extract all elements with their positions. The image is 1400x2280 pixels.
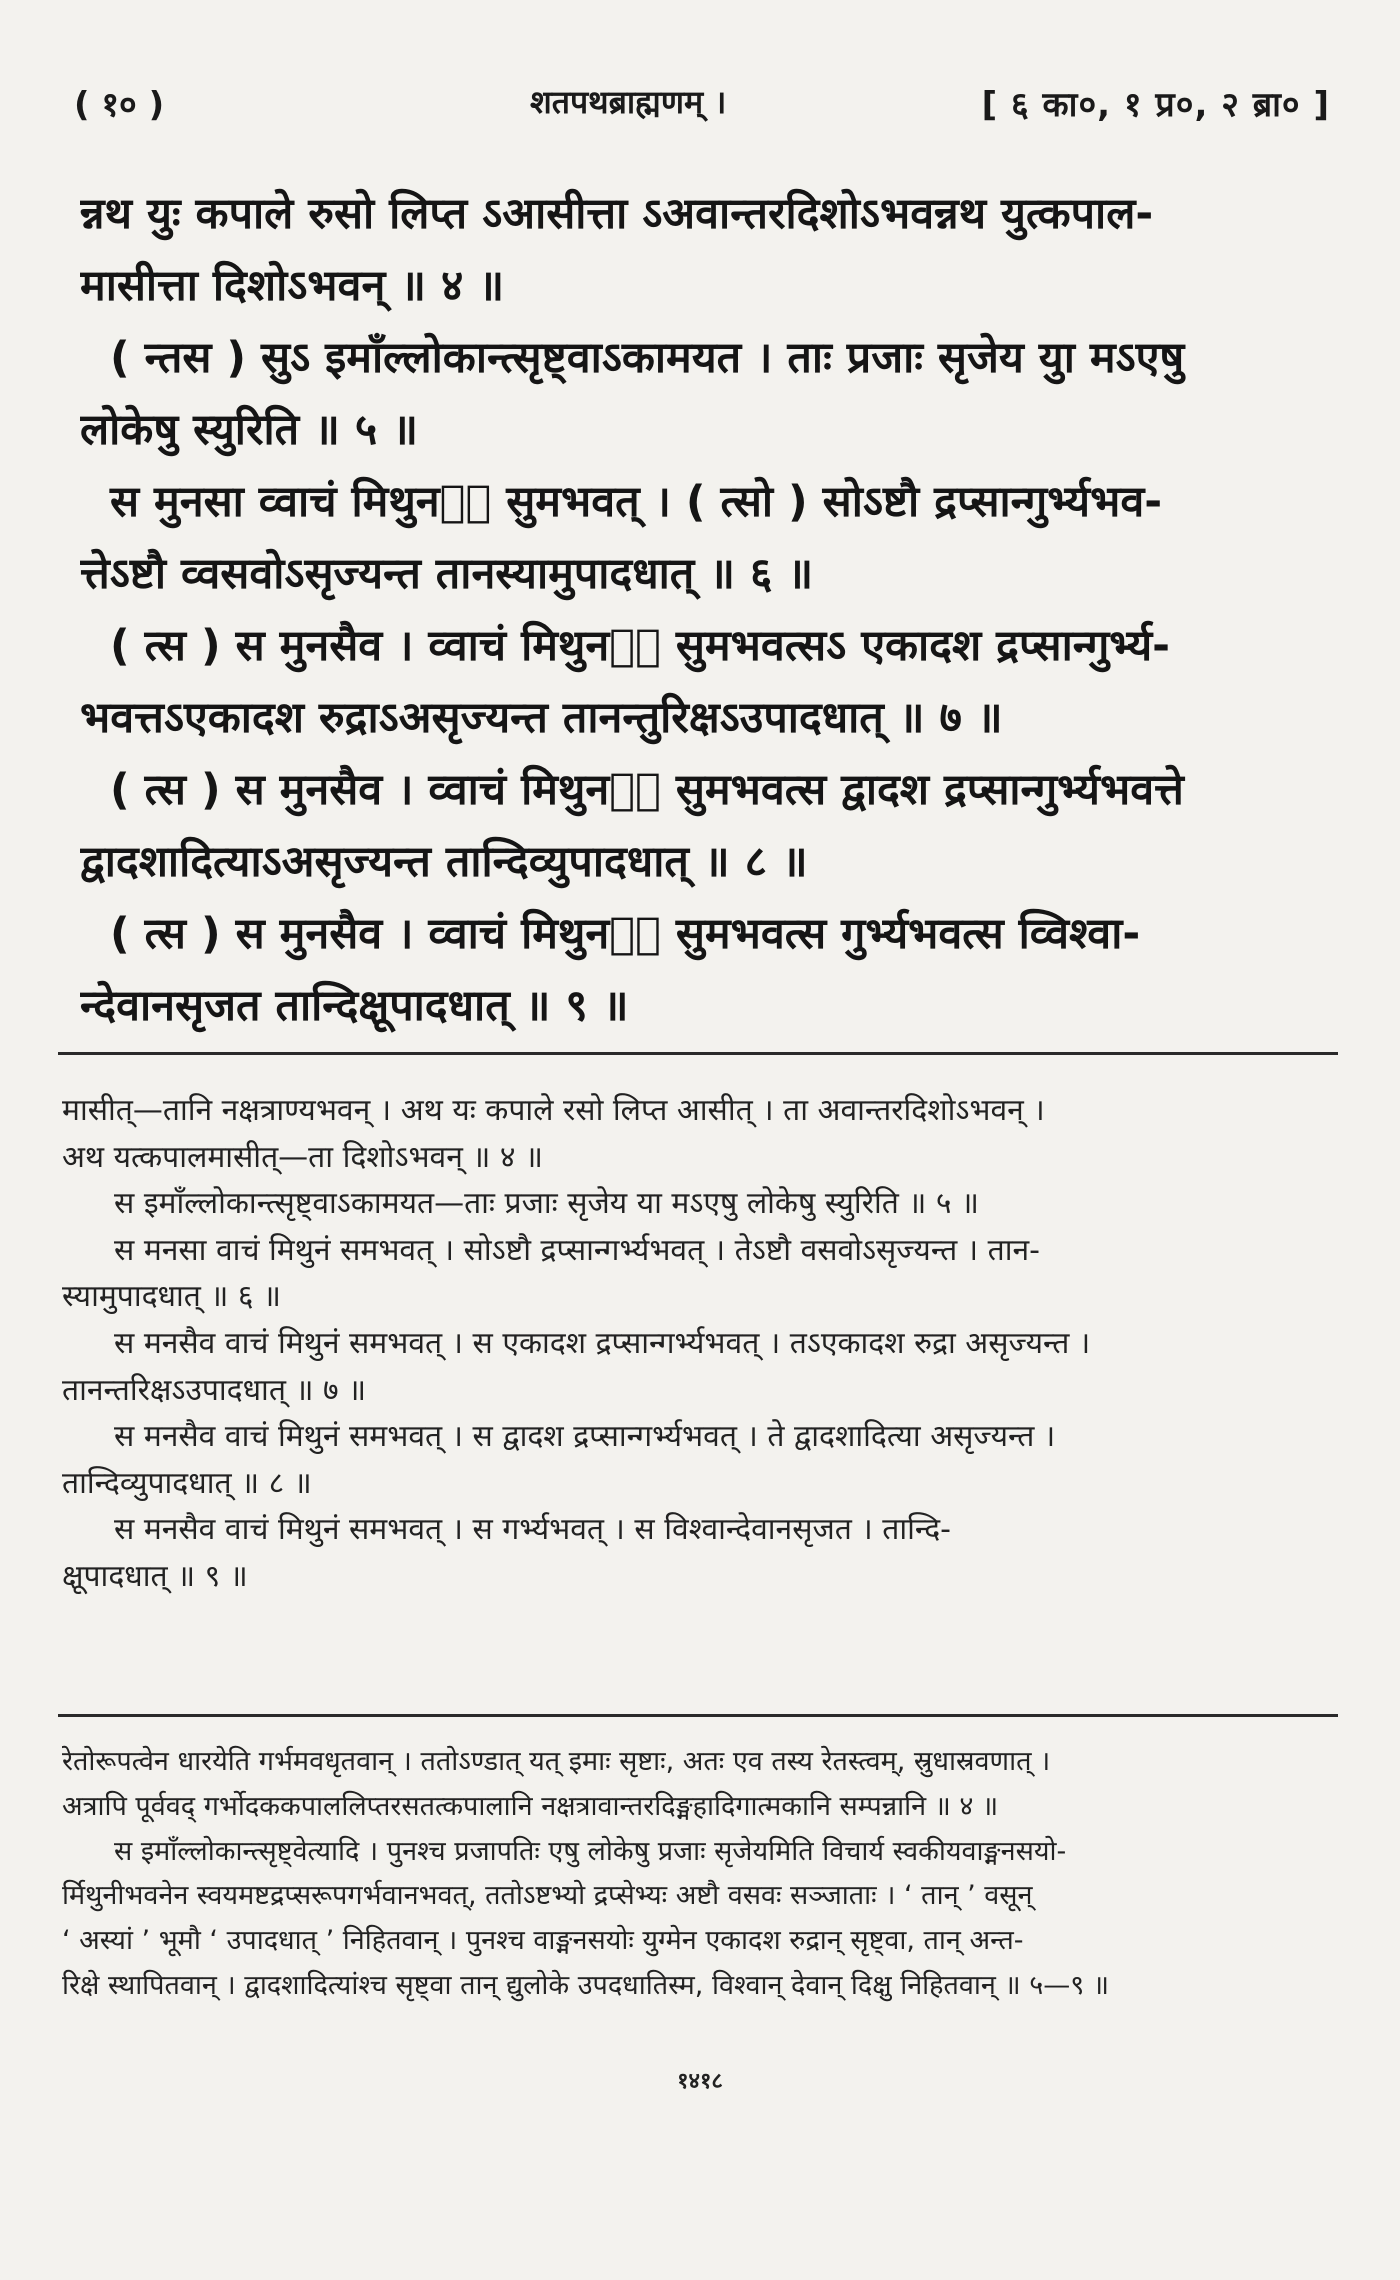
note-line: रिक्षे स्थापितवान् । द्वादशादित्यांश्च सृष्ट्वा तान् द्युलोके उपदधातिस्म, विश्वान् देवान् दिक्षु निहितवान् ॥ ५—९ ॥ bbox=[62, 1969, 1110, 2001]
page-code: १४१८ bbox=[677, 2069, 723, 2094]
commentary-line: क्षूपादधात् ॥ ९ ॥ bbox=[62, 1558, 248, 1594]
note-line: रेतोरूपत्वेन धारयेति गर्भमवधृतवान् । ततोऽण्डात् यत् इमाः सृष्टाः, अतः एव तस्य रेतस्त्वम्, स्रुधास्रवणात् । bbox=[62, 1746, 1051, 1777]
note-line: स इमाँल्लोकान्त्सृष्ट्वेत्यादि । पुनश्च प्रजापतिः एषु लोकेषु प्रजाः सृजेयमिति विचार्य स्वकीयवाङ्मनसयो- bbox=[114, 1835, 1067, 1867]
main-line: स मुनसा व्वाचं मिथुनᳪं सुमभवत् । ( त्सो ) सोऽष्टौ द्रप्सान्गुर्भ्यभव- bbox=[110, 477, 1163, 527]
main-line: न्नथ युः कपाले रुसो लिप्त ऽआसीत्ता ऽअवान्तरदिशोऽभवन्नथ युत्कपाल- bbox=[80, 189, 1154, 239]
page-number: ( १० ) bbox=[74, 85, 165, 125]
commentary-line: स्यामुपादधात् ॥ ६ ॥ bbox=[62, 1279, 281, 1315]
commentary-line: मासीत्—तानि नक्षत्राण्यभवन् । अथ यः कपाले रसो लिप्त आसीत् । ता अवान्तरदिशोऽभवन् । bbox=[62, 1093, 1045, 1128]
note-line: अत्रापि पूर्ववद् गर्भोदककपाललिप्तरसतत्कपालानि नक्षत्रावान्तरदिङ्महादिगात्मकानि सम्पन्नानि ॥ ४ ॥ bbox=[62, 1790, 999, 1822]
page-header bbox=[70, 80, 1330, 140]
section-divider bbox=[58, 1052, 1338, 1055]
running-title: शतपथब्राह्मणम् । bbox=[530, 83, 727, 121]
main-line: मासीत्ता दिशोऽभवन् ॥ ४ ॥ bbox=[80, 261, 505, 311]
note-line: ‘ अस्यां ’ भूमौ ‘ उपादधात् ’ निहितवान् । पुनश्च वाङ्मनसयोः युग्मेन एकादश रुद्रान् सृष्ट्वा, तान् अन्त- bbox=[62, 1925, 1024, 1957]
commentary-line: अथ यत्कपालमासीत्—ता दिशोऽभवन् ॥ ४ ॥ bbox=[62, 1139, 544, 1175]
main-line: भवत्तऽएकादश रुद्राऽअसृज्यन्त तानन्तुरिक्षऽउपादधात् ॥ ७ ॥ bbox=[80, 693, 1003, 743]
main-line: द्वादशादित्याऽअसृज्यन्त तान्दिव्युपादधात् ॥ ८ ॥ bbox=[80, 837, 808, 887]
main-line: ( न्तस ) सुऽ इमाँल्लोकान्त्सृष्ट्वाऽकामयत । ताः प्रजाः सृजेय युा मऽएषु bbox=[110, 333, 1185, 383]
main-line: ( त्स ) स मुनसैव । व्वाचं मिथुनᳪं सुमभवत्स द्वादश द्रप्सान्गुर्भ्यभवत्ते bbox=[110, 765, 1184, 815]
main-line: त्तेऽष्टौ व्वसवोऽसृज्यन्त तानस्यामुपादधात् ॥ ६ ॥ bbox=[80, 549, 814, 599]
notes-block bbox=[62, 1740, 1352, 2009]
commentary-line: तान्दिव्युपादधात् ॥ ८ ॥ bbox=[62, 1465, 312, 1501]
commentary-block bbox=[62, 1088, 1352, 1601]
main-line: लोकेषु स्युरिति ॥ ५ ॥ bbox=[80, 405, 418, 455]
main-line: ( त्स ) स मुनसैव । व्वाचं मिथुनᳪं सुमभवत्स गुर्भ्यभवत्स व्विश्वा- bbox=[110, 909, 1141, 959]
commentary-line: स मनसा वाचं मिथुनं समभवत् । सोऽष्टौ द्रप्सान्गर्भ्यभवत् । तेऽष्टौ वसवोऽसृज्यन्त । तान- bbox=[114, 1232, 1040, 1268]
section-reference: [ ६ का०, १ प्र०, २ ब्रा० ] bbox=[981, 85, 1330, 125]
main-text-block bbox=[80, 178, 1320, 1042]
section-divider bbox=[58, 1714, 1338, 1717]
note-line: र्मिथुनीभवनेन स्वयमष्टद्रप्सरूपगर्भवानभवत्, ततोऽष्टभ्यो द्रप्सेभ्यः अष्टौ वसवः सञ्जाताः । ‘ तान् ’ वसून् bbox=[62, 1880, 1033, 1912]
main-line: ( त्स ) स मुनसैव । व्वाचं मिथुनᳪं सुमभवत्सऽ एकादश द्रप्सान्गुर्भ्य- bbox=[110, 621, 1170, 671]
commentary-line: स मनसैव वाचं मिथुनं समभवत् । स एकादश द्रप्सान्गर्भ्यभवत् । तऽएकादश रुद्रा असृज्यन्त । bbox=[114, 1325, 1091, 1361]
main-line: न्देवानसृजत तान्दिक्षूपादधात् ॥ ९ ॥ bbox=[80, 981, 629, 1031]
commentary-line: स मनसैव वाचं मिथुनं समभवत् । स द्वादश द्रप्सान्गर्भ्यभवत् । ते द्वादशादित्या असृज्यन्त । bbox=[114, 1419, 1056, 1455]
commentary-line: स इमाँल्लोकान्त्सृष्ट्वाऽकामयत—ताः प्रजाः सृजेय या मऽएषु लोकेषु स्युरिति ॥ ५ ॥ bbox=[114, 1186, 979, 1222]
commentary-line: स मनसैव वाचं मिथुनं समभवत् । स गर्भ्यभवत् । स विश्वान्देवानसृजत । तान्दि- bbox=[114, 1512, 951, 1548]
commentary-line: तानन्तरिक्षऽउपादधात् ॥ ७ ॥ bbox=[62, 1372, 367, 1408]
page-footer bbox=[0, 2065, 1400, 2095]
